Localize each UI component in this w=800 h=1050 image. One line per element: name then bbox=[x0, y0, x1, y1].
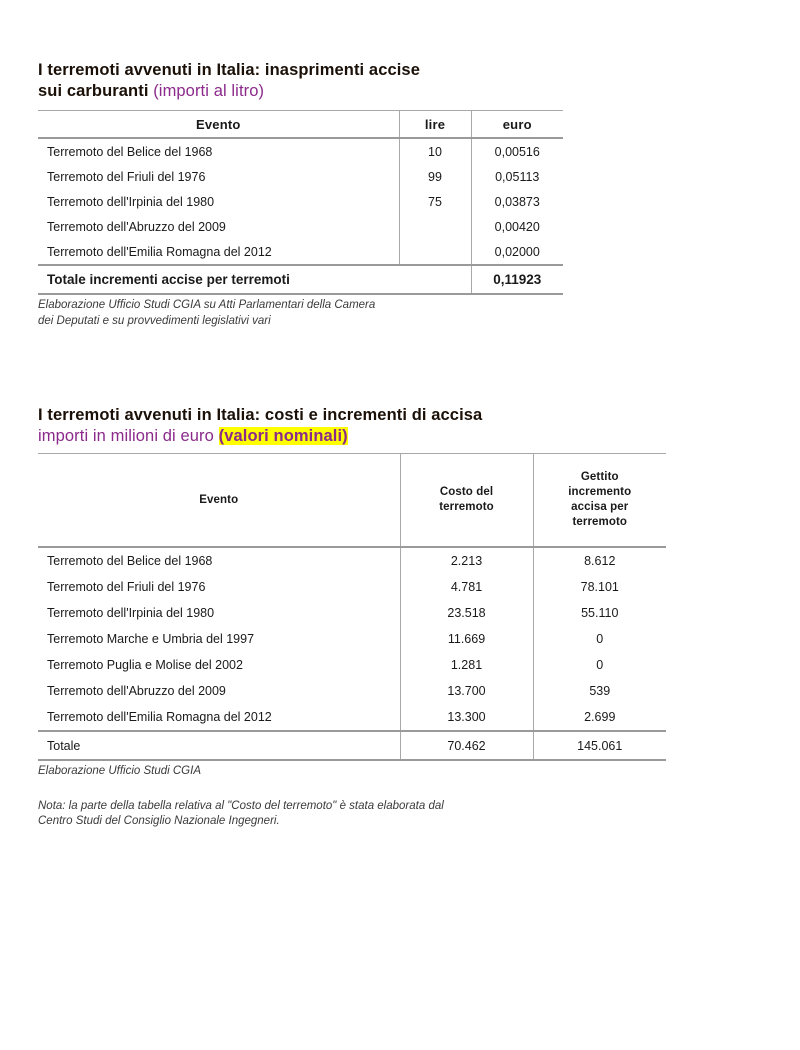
table1-cell-evento: Terremoto del Friuli del 1976 bbox=[47, 169, 206, 184]
table1-header bbox=[38, 111, 563, 139]
section1-source-line2: dei Deputati e su provvedimenti legislativi vari bbox=[38, 314, 271, 327]
table2-cell-evento: Terremoto del Friuli del 1976 bbox=[47, 580, 206, 594]
table1-cell-lire: 75 bbox=[399, 189, 471, 214]
table2-cell-costo: 23.518 bbox=[400, 600, 533, 626]
table1-cell-evento: Terremoto dell'Abruzzo del 2009 bbox=[47, 219, 226, 234]
section1-source-line1: Elaborazione Ufficio Studi CGIA su Atti Parlamentari della Camera bbox=[38, 299, 376, 311]
table1-cell-euro: 0,05113 bbox=[471, 164, 563, 189]
section-accise-carburanti bbox=[38, 60, 598, 329]
section2-title bbox=[38, 405, 678, 447]
table-row bbox=[38, 138, 563, 164]
section1-title-line1: I terremoti avvenuti in Italia: inasprimenti accise bbox=[38, 61, 420, 79]
table2-cell-evento: Terremoto dell'Abruzzo del 2009 bbox=[47, 684, 226, 698]
table2-cell-evento: Terremoto Puglia e Molise del 2002 bbox=[47, 658, 243, 672]
table-row bbox=[38, 600, 666, 626]
table2-cell-costo: 2.213 bbox=[400, 547, 533, 574]
section2-title-line1: I terremoti avvenuti in Italia: costi e incrementi di accisa bbox=[38, 406, 483, 424]
table-row bbox=[38, 214, 563, 239]
table2-cell-gettito: 78.101 bbox=[533, 574, 666, 600]
table2-cell-gettito: 55.110 bbox=[533, 600, 666, 626]
table2-total-row bbox=[38, 731, 666, 760]
table1-header-row bbox=[38, 111, 563, 139]
table-accise-carburanti bbox=[38, 110, 563, 295]
table1-cell-euro: 0,00516 bbox=[471, 138, 563, 164]
table-row bbox=[38, 239, 563, 265]
table2-col-gettito-l1: Gettito bbox=[580, 471, 619, 483]
table1-cell-evento: Terremoto dell'Emilia Romagna del 2012 bbox=[47, 244, 272, 259]
section1-title bbox=[38, 60, 598, 102]
section2-title-highlight: (valori nominali) bbox=[218, 427, 348, 445]
table-row bbox=[38, 626, 666, 652]
table-row bbox=[38, 164, 563, 189]
table2-cell-evento: Terremoto dell'Irpinia del 1980 bbox=[47, 606, 215, 620]
table1-cell-lire: 99 bbox=[399, 164, 471, 189]
table2-col-costo-l1: Costo del bbox=[439, 486, 494, 498]
table1-cell-euro: 0,02000 bbox=[471, 239, 563, 265]
table1-cell-lire: 10 bbox=[399, 138, 471, 164]
table-row bbox=[38, 652, 666, 678]
table-row bbox=[38, 704, 666, 731]
table1-col-evento: Evento bbox=[195, 116, 241, 132]
table2-total-label: Totale bbox=[47, 738, 81, 753]
table2-col-evento: Evento bbox=[199, 493, 239, 506]
table2-cell-costo: 4.781 bbox=[400, 574, 533, 600]
table2-header bbox=[38, 454, 666, 548]
section1-title-line2-bold: sui carburanti bbox=[38, 82, 149, 100]
table1-total-euro: 0,11923 bbox=[471, 265, 563, 294]
table2-cell-costo: 13.700 bbox=[400, 678, 533, 704]
table2-col-gettito-l4: terremoto bbox=[572, 516, 628, 528]
section2-note-line1: Nota: la parte della tabella relativa al "Costo del terremoto" è stata elaborata dal bbox=[38, 799, 444, 812]
table2-cell-gettito: 8.612 bbox=[533, 547, 666, 574]
table-costi-incrementi bbox=[38, 453, 666, 761]
section2-title-line2-sub: importi in milioni di euro bbox=[38, 427, 214, 445]
table2-cell-evento: Terremoto del Belice del 1968 bbox=[47, 554, 213, 568]
table-row bbox=[38, 678, 666, 704]
table2-col-gettito-l2: incremento bbox=[568, 486, 632, 498]
table-row bbox=[38, 547, 666, 574]
section1-title-line2-sub: (importi al litro) bbox=[153, 82, 265, 100]
table1-cell-evento: Terremoto dell'Irpinia del 1980 bbox=[47, 194, 215, 209]
section1-source bbox=[38, 298, 598, 329]
section2-note bbox=[38, 799, 678, 830]
table1-cell-lire bbox=[399, 214, 471, 239]
table1-col-euro: euro bbox=[471, 111, 563, 139]
table2-col-costo-l2: terremoto bbox=[439, 501, 494, 513]
section2-source: Elaborazione Ufficio Studi CGIA bbox=[38, 765, 201, 777]
section2-note-line2: Centro Studi del Consiglio Nazionale Ingegneri. bbox=[38, 815, 280, 827]
table2-cell-gettito: 539 bbox=[533, 678, 666, 704]
table1-total-label: Totale incrementi accise per terremoti bbox=[47, 272, 290, 287]
table-row bbox=[38, 574, 666, 600]
table-row bbox=[38, 189, 563, 214]
table2-cell-gettito: 0 bbox=[533, 626, 666, 652]
table2-col-gettito-l3: accisa per bbox=[571, 501, 629, 513]
table2-cell-gettito: 2.699 bbox=[533, 704, 666, 731]
table1-cell-euro: 0,03873 bbox=[471, 189, 563, 214]
table2-col-gettito bbox=[533, 454, 666, 548]
table2-cell-costo: 11.669 bbox=[400, 626, 533, 652]
table1-cell-evento: Terremoto del Belice del 1968 bbox=[47, 144, 213, 159]
table2-total-costo: 70.462 bbox=[400, 731, 533, 760]
table2-body bbox=[38, 547, 666, 760]
table2-cell-gettito: 0 bbox=[533, 652, 666, 678]
table1-col-lire: lire bbox=[399, 111, 471, 139]
table1-body bbox=[38, 138, 563, 294]
table2-col-costo bbox=[400, 454, 533, 548]
table2-cell-evento: Terremoto dell'Emilia Romagna del 2012 bbox=[47, 710, 272, 724]
table2-cell-costo: 1.281 bbox=[400, 652, 533, 678]
table2-cell-evento: Terremoto Marche e Umbria del 1997 bbox=[47, 632, 255, 646]
table2-total-gettito: 145.061 bbox=[533, 731, 666, 760]
table1-cell-euro: 0,00420 bbox=[471, 214, 563, 239]
table2-header-row bbox=[38, 454, 666, 548]
section-costi-incrementi bbox=[38, 405, 678, 830]
table2-cell-costo: 13.300 bbox=[400, 704, 533, 731]
table1-cell-lire bbox=[399, 239, 471, 265]
table1-total-row bbox=[38, 265, 563, 294]
